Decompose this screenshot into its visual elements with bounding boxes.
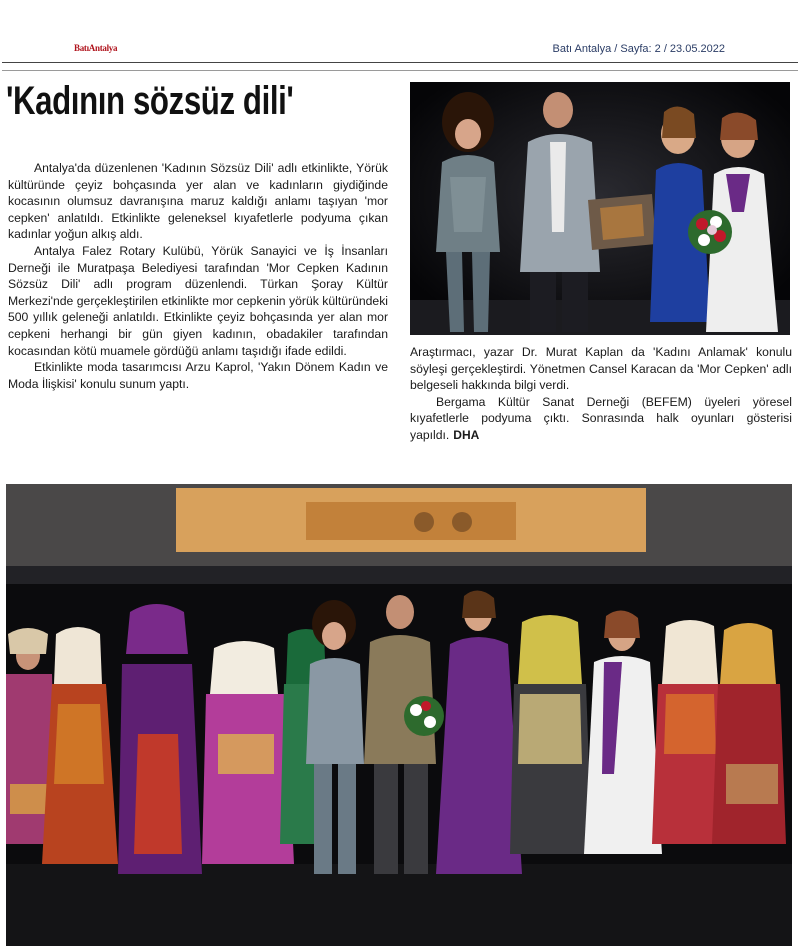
award-photo [410,82,790,335]
header-rule-bottom [2,70,798,71]
newspaper-logo [74,43,117,53]
article-paragraph [410,394,792,444]
masthead [0,0,800,70]
article-paragraph-text: Bergama Kültür Sanat Derneği (BEFEM) üyeleri yöresel kıyafetlerle podyuma çıktı. Sonrasında halk oyunları gösterisi yapıldı. [410,394,792,442]
costumed-figure [510,615,592,854]
article-paragraph: Araştırmacı, yazar Dr. Murat Kaplan da 'Kadını Anlamak' konulu söyleşi gerçekleştirdi. Yönetmen Cansel Karacan da 'Mor Cepken' adlı belgeseli hakkında bilgi verdi. [410,345,792,393]
group-photo [6,484,792,946]
article-headline: 'Kadının sözsüz dili' [6,79,294,123]
article-paragraph: Etkinlikte moda tasarımcısı Arzu Kaprol, 'Yakın Dönem Kadın ve Moda İlişkisi' konulu sunum yaptı. [8,360,388,391]
article-paragraph: Antalya'da düzenlenen 'Kadının Sözsüz Dili' adlı etkinlikte, Yörük kültüründe çeyiz bohçasında yer alan ve kadınların giydiğinde kocasının olumsuz davranışına maruz kaldığı anlamı taşıyan 'mor cepken' anlatıldı. Etkinlikte geleneksel kıyafetlerle podyuma çıkan kadınlar yoğun alkış aldı. [8,161,388,242]
logo-text: BatıAntalya [74,43,118,53]
page-info: Batı Antalya / Sayfa: 2 / 23.05.2022 [552,43,725,55]
header-rule-top [2,62,798,63]
article-continuation [410,344,792,444]
article-paragraph: Antalya Falez Rotary Kulübü, Yörük Sanayici ve İş İnsanları Derneği ile Muratpaşa Belediyesi tarafından 'Mor Cepken Kadının Sözsüz Dili' adlı program düzenlendi. Türkan Şoray Kültür Merkezi'nde gerçekleştirilen etkinlikte mor cepkenin yörük kültüründeki 500 yıllık geleneği anlatıldı. Etkinlikte çeyiz bohçasında yer alan mor cepkeni herhangi bir gün giyen kadının, obadakiler tarafından kocasından kötü muamele gördüğü anlamı taşıdığı ifade edildi. [8,243,388,358]
group-photo-illustration [6,484,792,946]
award-photo-illustration [410,82,790,335]
article-body [8,160,388,392]
news-agency-credit: DHA [453,427,480,442]
